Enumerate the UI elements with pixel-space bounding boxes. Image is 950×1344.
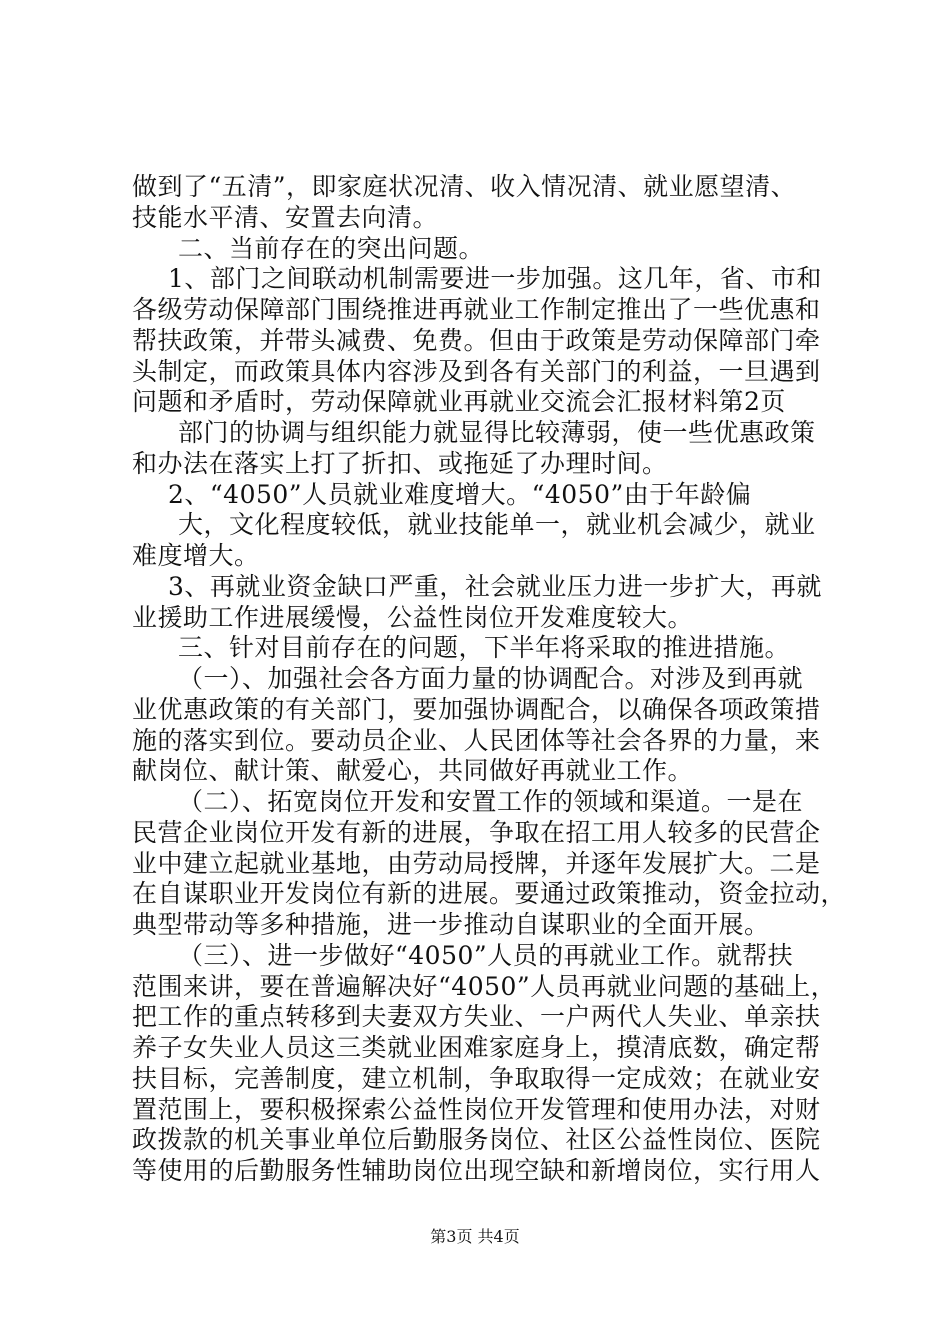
- text-line: 3、再就业资金缺口严重，社会就业压力进一步扩大，再就: [168, 572, 822, 601]
- text-line: 大，文化程度较低，就业技能单一，就业机会减少，就业: [178, 510, 816, 539]
- text-line: 把工作的重点转移到夫妻双方失业、一户两代人失业、单亲扶: [132, 1002, 821, 1031]
- text-line: 业中建立起就业基地，由劳动局授牌，并逐年发展扩大。二是: [132, 849, 821, 878]
- text-line: 三、针对目前存在的问题，下半年将采取的推进措施。: [178, 633, 791, 662]
- text-line: （一）、加强社会各方面力量的协调配合。对涉及到再就: [178, 664, 804, 693]
- text-line: 业援助工作进展缓慢，公益性岗位开发难度较大。: [132, 603, 694, 632]
- text-line: 置范围上，要积极探索公益性岗位开发管理和使用办法，对财: [132, 1095, 821, 1124]
- text-line: 问题和矛盾时，劳动保障就业再就业交流会汇报材料第2页: [132, 387, 786, 416]
- text-line: 做到了“五清”，即家庭状况清、收入情况清、就业愿望清、: [132, 172, 797, 201]
- text-line: 等使用的后勤服务性辅助岗位出现空缺和新增岗位，实行用人: [132, 1156, 821, 1185]
- text-line: （二）、拓宽岗位开发和安置工作的领域和渠道。一是在: [178, 787, 804, 816]
- text-line: 典型带动等多种措施，进一步推动自谋职业的全面开展。: [132, 910, 770, 939]
- text-line: 范围来讲，要在普遍解决好“4050”人员再就业问题的基础上，: [132, 972, 837, 1001]
- text-line: 2、“4050”人员就业难度增大。“4050”由于年龄偏: [168, 480, 752, 509]
- text-line: 头制定，而政策具体内容涉及到各有关部门的利益，一旦遇到: [132, 357, 821, 386]
- text-line: 和办法在落实上打了折扣、或拖延了办理时间。: [132, 449, 668, 478]
- text-line: 帮扶政策，并带头减费、免费。但由于政策是劳动保障部门牵: [132, 326, 821, 355]
- text-line: 各级劳动保障部门围绕推进再就业工作制定推出了一些优惠和: [132, 295, 821, 324]
- text-line: 难度增大。: [132, 541, 260, 570]
- text-line: 献岗位、献计策、献爱心，共同做好再就业工作。: [132, 756, 694, 785]
- text-line: 扶目标，完善制度，建立机制，争取取得一定成效；在就业安: [132, 1064, 821, 1093]
- text-line: 部门的协调与组织能力就显得比较薄弱，使一些优惠政策: [178, 418, 816, 447]
- text-line: 施的落实到位。要动员企业、人民团体等社会各界的力量，来: [132, 726, 821, 755]
- text-line: 在自谋职业开发岗位有新的进展。要通过政策推动，资金拉动，: [132, 879, 847, 908]
- text-line: 技能水平清、安置去向清。: [132, 203, 439, 232]
- text-line: 1、部门之间联动机制需要进一步加强。这几年，省、市和: [168, 264, 822, 293]
- text-line: 民营企业岗位开发有新的进展，争取在招工用人较多的民营企: [132, 818, 821, 847]
- text-line: 业优惠政策的有关部门，要加强协调配合，以确保各项政策措: [132, 695, 821, 724]
- text-line: （三）、进一步做好“4050”人员的再就业工作。就帮扶: [178, 941, 794, 970]
- text-line: 政拨款的机关事业单位后勤服务岗位、社区公益性岗位、医院: [132, 1125, 821, 1154]
- text-line: 二、当前存在的突出问题。: [178, 234, 485, 263]
- page-footer: 第3页 共4页: [430, 1227, 520, 1246]
- text-line: 养子女失业人员这三类就业困难家庭身上，摸清底数，确定帮: [132, 1033, 821, 1062]
